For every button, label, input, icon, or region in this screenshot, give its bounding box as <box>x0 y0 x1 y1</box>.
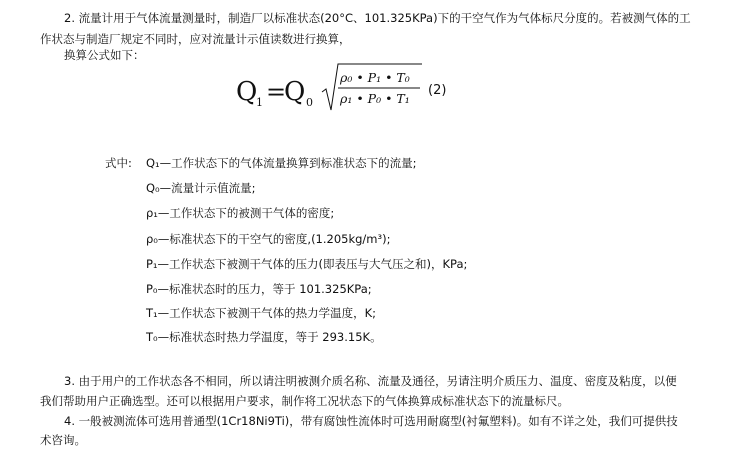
para2-line2: 作状态与制造厂规定不同时，应对流量计示值读数进行换算， <box>40 32 351 46</box>
definition-t0: T₀—标准状态时热力学温度，等于 293.15K。 <box>146 330 382 344</box>
para4-line1: 4. 一般被测流体可选用普通型(1Cr18Ni9Ti)，带有腐蚀性流体时可选用耐腐型(衬氟塑料)。如有不详之处，我们可提供技 <box>64 414 678 428</box>
para2-line3: 换算公式如下： <box>64 48 145 62</box>
formula-lhs: Q <box>236 77 258 107</box>
definition-p0: P₀—标准状态时的压力，等于 101.325KPa; <box>146 282 372 296</box>
definition-q1: Q₁—工作状态下的气体流量换算到标准状态下的流量; <box>146 156 417 170</box>
formula-rhs: Q <box>284 77 306 107</box>
definition-q0: Q₀—流量计示值流量; <box>146 181 256 195</box>
para3-line2: 我们帮助用户正确选型。还可以根据用户要求，制作将工况状态下的气体换算成标准状态下的流量标尺。 <box>40 394 569 408</box>
para4-line2: 术咨询。 <box>40 433 86 447</box>
formula-equals: = <box>266 78 287 106</box>
formula-graphic <box>236 58 496 120</box>
formula-lhs-sub: 1 <box>256 96 263 109</box>
para3-line1: 3. 由于用户的工作状态各不相同，所以请注明被测介质名称、流量及通径，另请注明介质压力、温度、密度及粘度，以便 <box>64 374 677 388</box>
formula-rhs-sub: 0 <box>306 96 313 109</box>
definition-rho0: ρ₀—标准状态下的干空气的密度,(1.205kg/m³); <box>146 232 391 246</box>
para2-line1: 2. 流量计用于气体流量测量时，制造厂以标准状态(20°C、101.325KPa)下的干空气作为气体标尺分度的。若被测气体的工 <box>64 11 691 25</box>
definitions-intro: 式中: <box>105 156 132 170</box>
formula-number: (2) <box>428 83 447 98</box>
formula-numerator: ρ₀ • P₁ • T₀ <box>340 70 410 85</box>
definition-rho1: ρ₁—工作状态下的被测干气体的密度; <box>146 206 335 220</box>
conversion-formula <box>236 58 496 120</box>
formula-denominator: ρ₁ • P₀ • T₁ <box>340 91 410 106</box>
definition-p1: P₁—工作状态下被测干气体的压力(即表压与大气压之和)，KPa; <box>146 257 468 271</box>
definition-t1: T₁—工作状态下被测干气体的热力学温度，K; <box>146 306 377 320</box>
